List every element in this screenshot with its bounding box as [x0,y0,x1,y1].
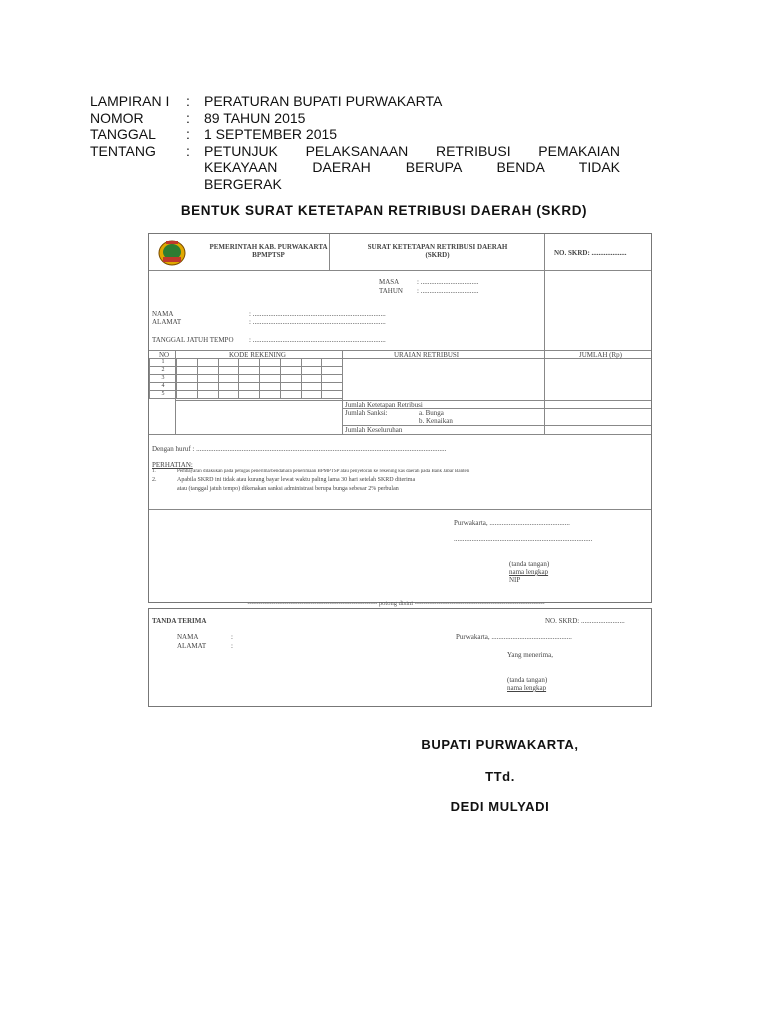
alamat-field[interactable]: : ............................................................................ [249,318,386,326]
place-date: Purwakarta, .............................................. [454,519,570,527]
full-name-placeholder: nama lengkap [509,568,549,576]
jumlah-sanksi: Jumlah Sanksi: [345,409,388,417]
skrd-form [148,233,652,603]
doc-subtitle: (SKRD) [425,251,450,259]
header-value: PERATURAN BUPATI PURWAKARTA [204,93,443,109]
signatory-ttd: TTd. [485,769,515,784]
cut-line: ------------------------------------------------------------ potong disini ------------------------------------------------------------ [247,600,545,607]
tahun-value[interactable]: : ................................. [417,287,479,295]
row-number: 3 [150,375,177,383]
header-row-lampiran [90,93,620,110]
receipt-form [148,608,652,707]
signatory-name: DEDI MULYADI [450,799,550,814]
receipt-alamat-label: ALAMAT [177,642,207,650]
nama-label: NAMA [152,310,174,318]
receipt-full-name-placeholder: nama lengkap [507,684,547,692]
jumlah-ketetapan: Jumlah Ketetapan Retribusi [345,401,423,409]
note-payment: Pembayaran dilakukan pada petugas penerima/bendahara penerimaan BPMPTSP atau penyetoran ke rekening kas daerah pada Bank Jabar Banten [177,469,470,474]
header-value: 1 SEPTEMBER 2015 [204,126,338,142]
header-label: TANGGAL [90,126,156,142]
jumlah-keseluruhan: Jumlah Keseluruhan [345,426,403,434]
org-unit: BPMPTSP [252,251,285,259]
signatory-office: BUPATI PURWAKARTA, [421,737,579,752]
header-value-line: PETUNJUK PELAKSANAAN RETRIBUSI PEMAKAIAN [204,142,620,159]
note-number: 1. [152,469,156,474]
sanksi-bunga: a. Bunga [419,409,444,417]
header-value-line: KEKAYAAN DAERAH BERUPA BENDA TIDAK [204,159,620,175]
row-number: 1 [150,359,177,367]
receipt-title: TANDA TERIMA [152,617,207,625]
signature-dots: ............................................................................... [454,535,593,543]
col-uraian: URAIAN RETRIBUSI [394,351,460,359]
receipt-signature-placeholder: (tanda tangan) [507,676,548,684]
header-colon: : [186,126,190,142]
header-label: LAMPIRAN I [90,93,170,109]
tahun-label: TAHUN [379,287,403,295]
alamat-label: ALAMAT [152,318,182,326]
header-value-line: BERGERAK [204,175,282,192]
header-row-tentang [90,143,620,193]
header-row-tanggal [90,126,620,143]
header-colon: : [186,109,190,126]
note-number: 2. [152,477,157,483]
receipt-place-date: Purwakarta, .............................................. [456,633,572,641]
doc-title: SURAT KETETAPAN RETRIBUSI DAERAH [367,243,508,251]
due-date-field[interactable]: : ............................................................................ [249,336,386,344]
regency-emblem-icon [157,238,187,268]
row-number: 5 [150,391,177,399]
receipt-colon: : [231,633,233,641]
col-kode-rekening: KODE REKENING [229,351,286,359]
masa-value[interactable]: : ................................. [417,278,479,286]
header-colon: : [186,142,190,159]
header-label: TENTANG [90,142,156,159]
header-value: 89 TAHUN 2015 [204,109,306,126]
nama-field[interactable]: : ............................................................................ [249,310,386,318]
signature-placeholder: (tanda tangan) [509,560,550,568]
decree-header [90,93,620,192]
note-penalty: atau (tanggal jatuh tempo) dikenakan sanksi administrasi berupa bunga sebesar 2% perbulan [177,486,399,492]
receipt-nama-label: NAMA [177,633,199,641]
receipt-skrd-number: NO. SKRD: ......................... [545,617,625,625]
row-number: 2 [150,367,177,375]
note-late-payment: Apabila SKRD ini tidak atau kurang bayar lewat waktu paling lama 30 hari setelah SKRD diterima [177,477,416,483]
skrd-number: NO. SKRD: .................... [554,249,627,257]
sanksi-kenaikan: b. Kenaikan [419,417,453,425]
kode-rekening-grid [149,358,343,399]
header-label: NOMOR [90,109,144,126]
col-no: NO [159,351,170,359]
header-colon: : [186,93,190,109]
masa-label: MASA [379,278,400,286]
col-jumlah: JUMLAH (Rp) [579,351,622,359]
org-name: PEMERINTAH KAB. PURWAKARTA [209,243,328,251]
row-number: 4 [150,383,177,391]
page-title: BENTUK SURAT KETETAPAN RETRIBUSI DAERAH (SKRD) [180,203,588,218]
attention-label: PERHATIAN: [152,461,193,469]
header-row-nomor [90,110,620,127]
receipt-received-by: Yang menerima, [507,651,553,659]
amount-in-words[interactable]: Dengan huruf : ............................................................................................................................................... [152,445,447,453]
receipt-colon: : [231,642,233,650]
header-value-multiline [204,143,620,193]
due-date-label: TANGGAL JATUH TEMPO [152,336,234,344]
nip-label: NIP [509,576,521,584]
